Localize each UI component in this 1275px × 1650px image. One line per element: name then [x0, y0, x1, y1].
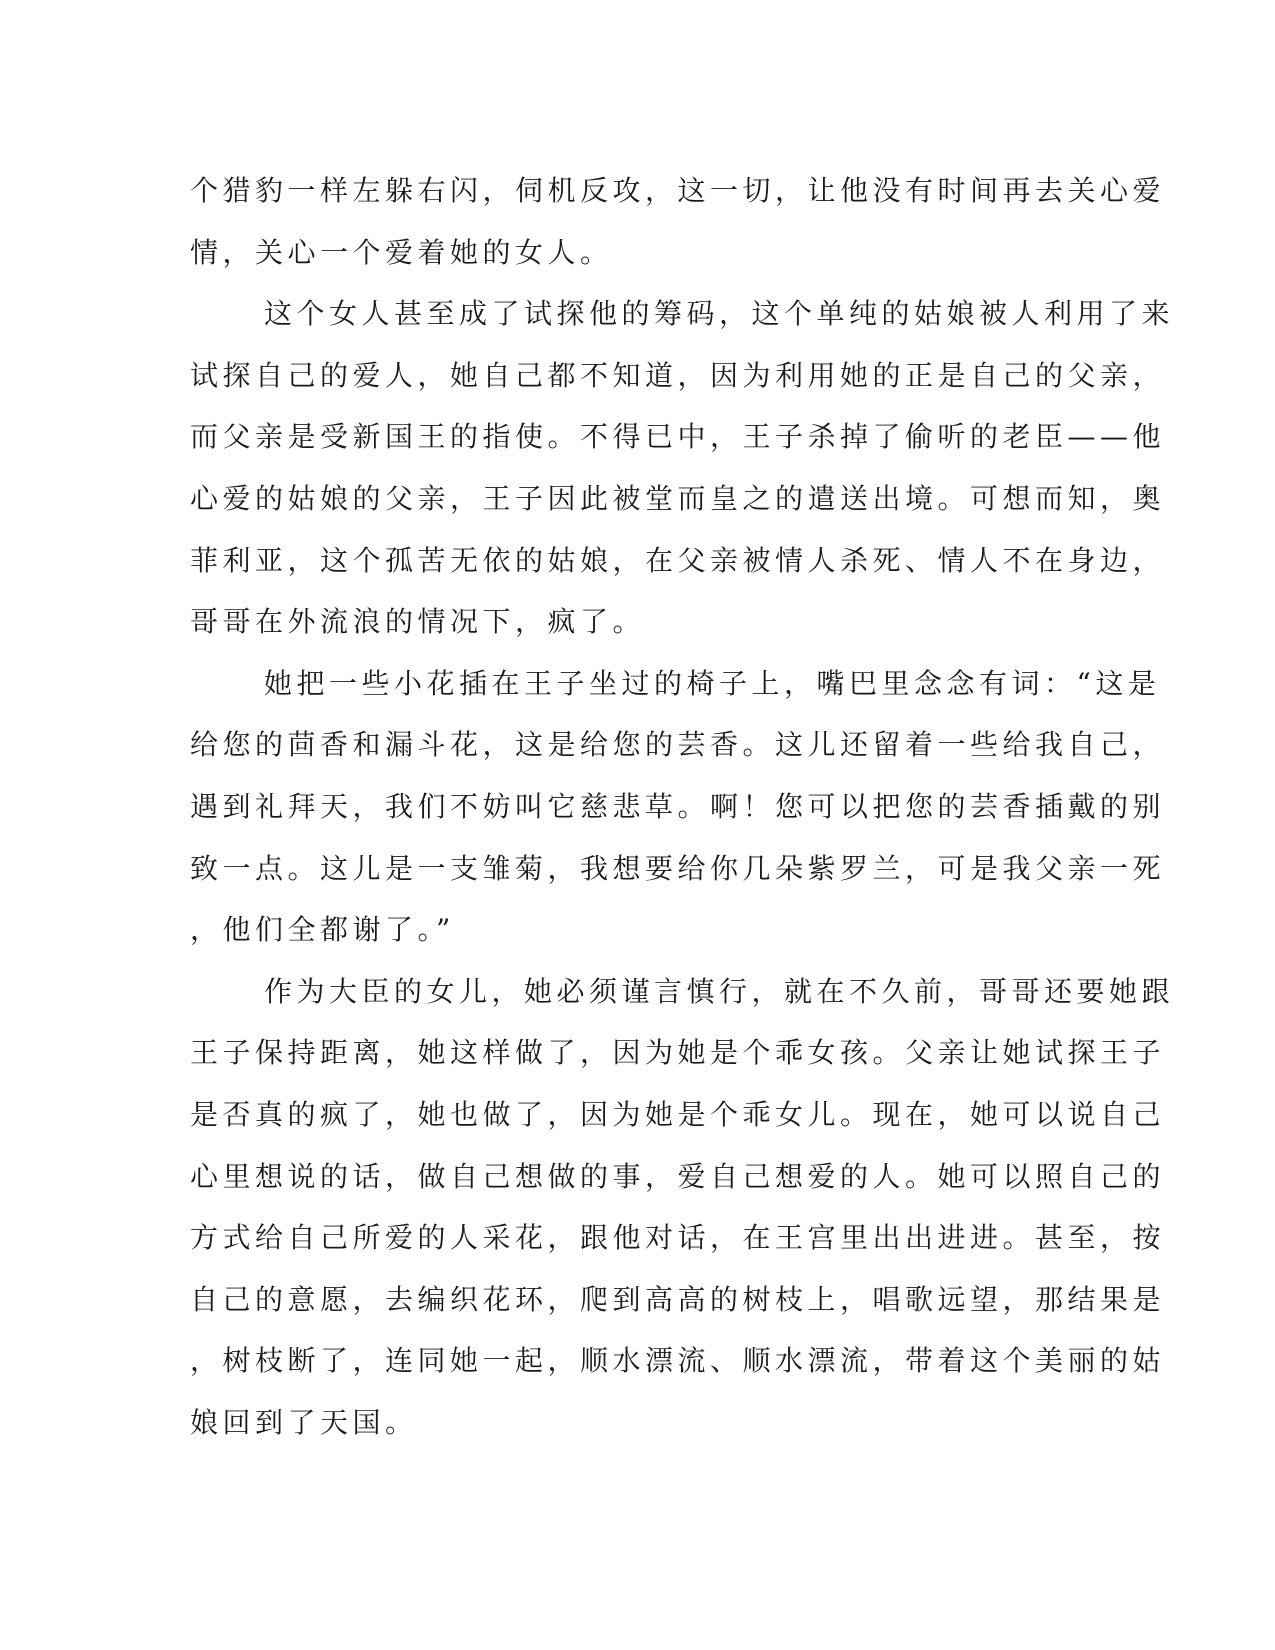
- text-line: 心爱的姑娘的父亲，王子因此被堂而皇之的遣送出境。可想而知，奥: [190, 481, 1166, 515]
- text-line: 是否真的疯了，她也做了，因为她是个乖女儿。现在，她可以说自己: [190, 1097, 1166, 1131]
- text-line: ，他们全都谢了。”: [190, 913, 455, 947]
- text-line: 娘回到了天国。: [190, 1405, 418, 1439]
- text-line: 自己的意愿，去编织花环，爬到高高的树枝上，唱歌远望，那结果是: [190, 1282, 1166, 1316]
- text-line: 而父亲是受新国王的指使。不得已中，王子杀掉了偷听的老臣——他: [190, 420, 1166, 454]
- text-line: 试探自己的爱人，她自己都不知道，因为利用她的正是自己的父亲，: [190, 358, 1166, 392]
- text-line: 给您的茴香和漏斗花，这是给您的芸香。这儿还留着一些给我自己，: [190, 728, 1166, 762]
- paragraph-start-line: 她把一些小花插在王子坐过的椅子上，嘴巴里念念有词：“这是: [264, 666, 1161, 700]
- text-line: 遇到礼拜天，我们不妨叫它慈悲草。啊！您可以把您的芸香插戴的别: [190, 789, 1166, 823]
- body-text: [190, 160, 1175, 1453]
- text-line: 个猎豹一样左躲右闪，伺机反攻，这一切，让他没有时间再去关心爱: [190, 174, 1166, 207]
- paragraph-start-line: 作为大臣的女儿，她必须谨言慎行，就在不久前，哥哥还要她跟: [264, 974, 1175, 1008]
- text-line: 王子保持距离，她这样做了，因为她是个乖女孩。父亲让她试探王子: [190, 1036, 1166, 1070]
- text-line: 情，关心一个爱着她的女人。: [190, 235, 613, 269]
- text-line: 方式给自己所爱的人采花，跟他对话，在王宫里出出进进。甚至，按: [190, 1221, 1166, 1255]
- text-line: 哥哥在外流浪的情况下，疯了。: [190, 605, 646, 639]
- text-line: 菲利亚，这个孤苦无依的姑娘，在父亲被情人杀死、情人不在身边，: [190, 543, 1166, 577]
- text-line: 致一点。这儿是一支雏菊，我想要给你几朵紫罗兰，可是我父亲一死: [190, 851, 1166, 885]
- text-line: 心里想说的话，做自己想做的事，爱自己想爱的人。她可以照自己的: [190, 1159, 1166, 1193]
- paragraph-start-line: 这个女人甚至成了试探他的筹码，这个单纯的姑娘被人利用了来: [264, 297, 1175, 331]
- text-line: ，树枝断了，连同她一起，顺水漂流、顺水漂流，带着这个美丽的姑: [190, 1344, 1166, 1378]
